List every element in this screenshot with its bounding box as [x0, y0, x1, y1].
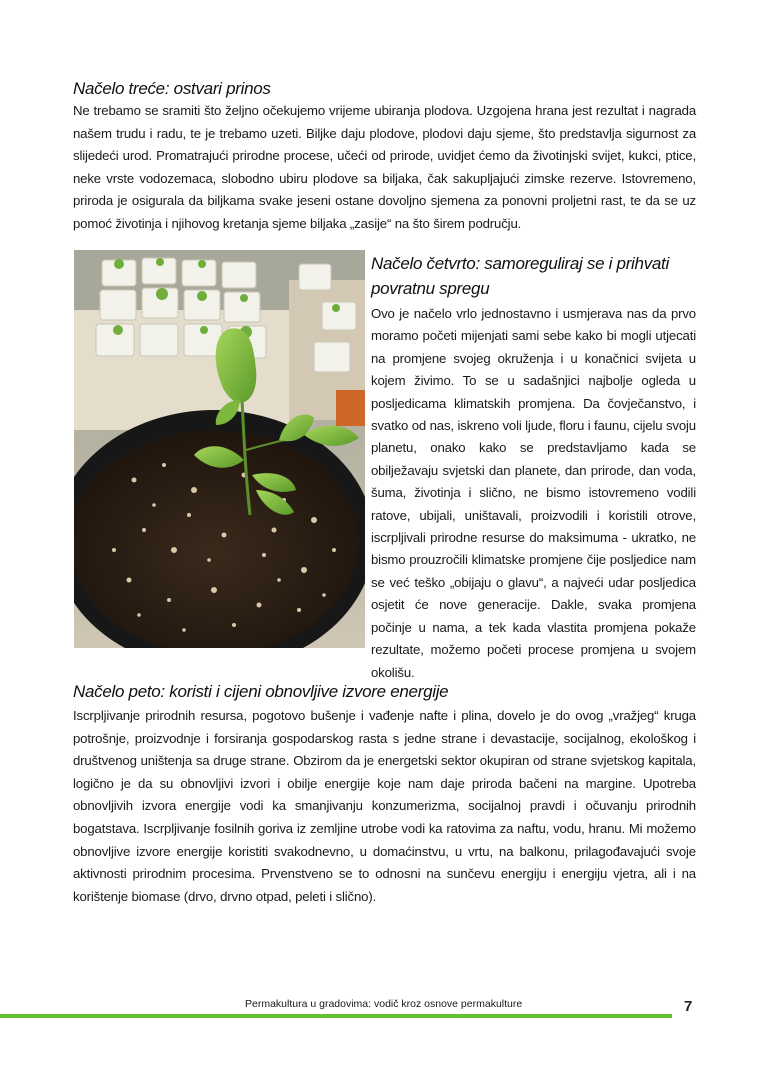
section-heading: Načelo četvrto: samoreguliraj se i prihvati povratnu spregu — [371, 254, 669, 298]
section-paragraph: Iscrpljivanje prirodnih resursa, pogotovo bušenje i vađenje nafte i plina, dovelo je do ovog „vražjeg“ kruga potrošnje, proizvodnje i forsiranja gospodarskog rasta s jedne strane i devastacije, socijalnog, ekološkog i društvenog uništenja sa druge strane. Obzirom da je energetski sektor okupiran od strane svjetskog kapitala, logično je da su obnovljivi izvori i obilje energije koje nam daje priroda bačeni na margine. Upotreba obnovljivih izvora energije vodi ka smanjivanju konzumerizma, socijalnoj pravdi i očuvanju prirodnih bogatstava. Iscrpljivanje fosilnih goriva iz zemljine utrobe vodi ka ratovima za naftu, vodu, hranu. Mi možemo obnovljive izvore energije koristiti svakodnevno, u domaćinstvu, u vrtu, na balkonu, prilagođavajući svoje aktivnosti prirodnim procesima. Prvenstveno se to odnosni na sunčevu energiju i energiju vjetra, ali i na korištenje biomase (drvo, drvno otpad, peleti i slično). — [73, 708, 696, 904]
footer-divider — [0, 1014, 672, 1018]
footer-title: Permakultura u gradovima: vodič kroz osnove permakulture — [245, 998, 523, 1010]
page-number: 7 — [684, 998, 693, 1015]
section-principle-four — [371, 251, 696, 684]
section-paragraph: Ovo je načelo vrlo jednostavno i usmjerava nas da prvo moramo početi mijenjati sami sebe kako bi mogli utjecati na promjene svojeg okruženja i u konačnici svijeta u kojem živimo. To se u sadašnjici najbolje ogleda u posljedicama klimatskih promjena. Da čovječanstvo, i svatko od nas, iskreno voli ljude, floru i faunu, cijelu svoju planetu, onako kako se predstavljamo kada se obilježavaju svjetski dan planete, dan prirode, dan voda, šuma, životinja i slično, ne bismo istovremeno vodili ratove, ubijali, uništavali, proizvodili i koristili otrove, iscrpljivali prirodne resurse do maksimuma - ukratko, ne bismo prouzročili klimatske promjene čije posljedice nam se već teško „obijaju o glavu“, a najveći udar posljedica osjetit će nove generacije. Dakle, svaka promjena počinje u nama, a tek kada vlastita promjena pokaže rezultate, možemo početi procese promjena u svojem okolišu. — [371, 306, 696, 680]
section-paragraph: Ne trebamo se sramiti što željno očekujemo vrijeme ubiranja plodova. Uzgojena hrana jest rezultat i nagrada našem trudu i radu, te je trebamo uzeti. Biljke daju plodove, plodovi daju sjeme, što predstavlja sigurnost za slijedeći urod. Promatrajući prirodne procese, učeći od prirode, uvidjet ćemo da životinjski svijet, kukci, ptice, neke vrste vodozemaca, slobodno ubiru plodove sa biljaka, čak sakupljajući zimske rezerve. Istovremeno, priroda je osigurala da biljkama svake jeseni ostane dovoljno sjemena za ponovni proljetni rast, te da se uz pomoć životinja i njihovog kretanja sjeme biljaka „zasije“ na što širem području. — [73, 103, 696, 231]
section-heading: Načelo peto: koristi i cijeni obnovljive izvore energije — [73, 682, 449, 701]
section-principle-three — [73, 78, 696, 236]
seedling-photo — [74, 250, 365, 648]
section-heading: Načelo treće: ostvari prinos — [73, 79, 271, 98]
section-principle-five — [73, 681, 696, 908]
